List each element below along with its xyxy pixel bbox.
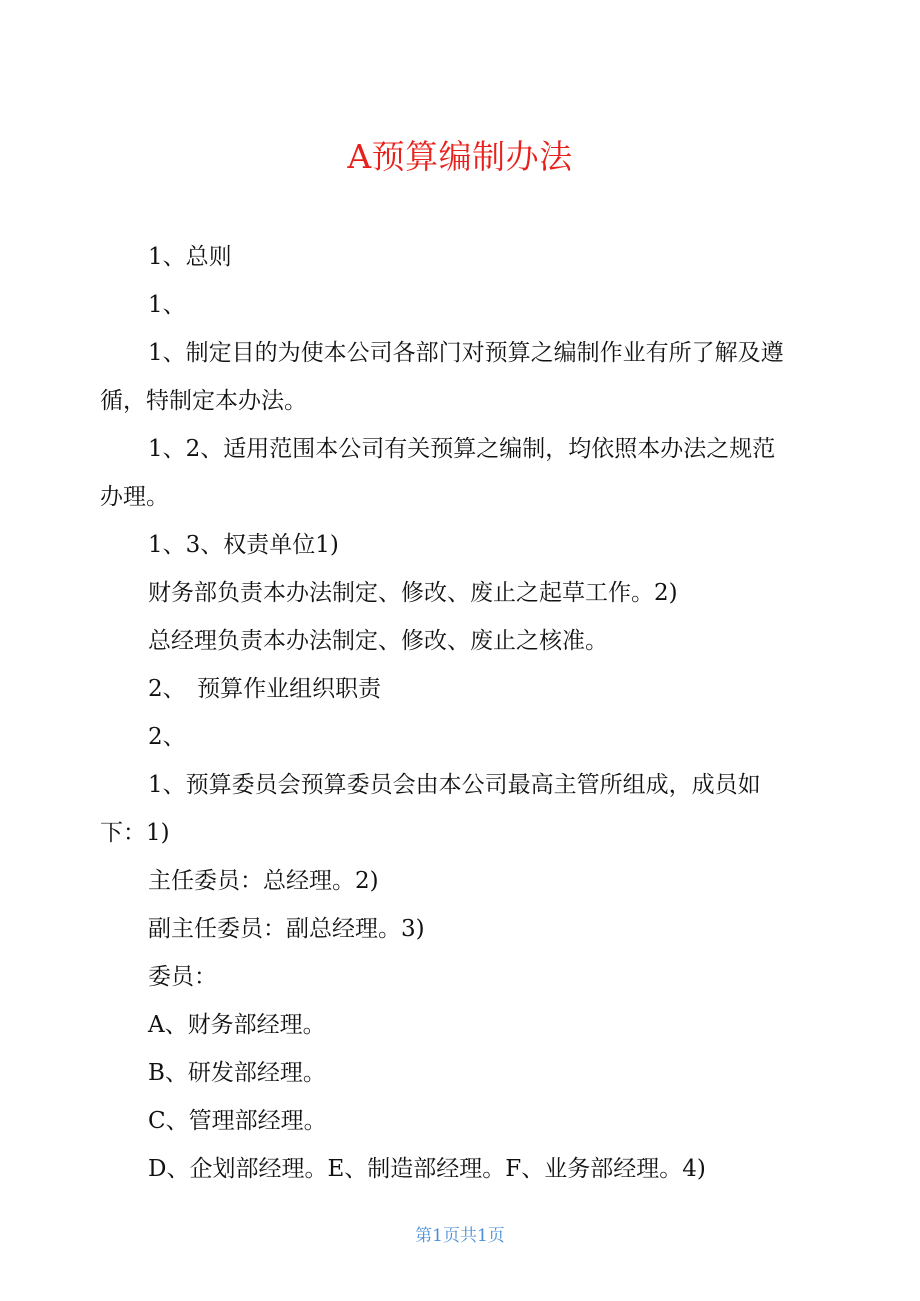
paragraph-vice-chairman: 副主任委员：副总经理。3): [148, 916, 425, 942]
page-footer: 第1页共1页: [415, 1226, 505, 1246]
paragraph-finance-dept: 财务部负责本办法制定、修改、废止之起草工作。2): [148, 580, 678, 606]
paragraph-purpose: 1、制定目的为使本公司各部门对预算之编制作业有所了解及遵循，特制定本办法。: [100, 340, 784, 414]
paragraph-number: 1、: [148, 292, 186, 318]
paragraph-responsibility: 1、3、权责单位1): [148, 532, 339, 558]
paragraph-members: 委员：: [148, 964, 217, 990]
list-item: B、研发部经理。: [148, 1060, 326, 1086]
paragraph-chairman: 主任委员：总经理。2): [148, 868, 379, 894]
paragraph-number: 2、: [148, 724, 186, 750]
paragraph-general-manager: 总经理负责本办法制定、修改、废止之核准。: [148, 628, 608, 654]
list-item: A、财务部经理。: [148, 1012, 326, 1038]
paragraph-committee: 1、预算委员会预算委员会由本公司最高主管所组成，成员如下：1): [100, 772, 761, 846]
paragraph-scope: 1、2、适用范围本公司有关预算之编制，均依照本办法之规范办理。: [100, 436, 776, 510]
section-heading-organization: 2、 预算作业组织职责: [148, 676, 382, 702]
list-item: C、管理部经理。: [148, 1108, 327, 1134]
document-body: [100, 233, 790, 1193]
document-title: A预算编制办法: [347, 137, 573, 176]
section-heading-general: 1、总则: [148, 244, 232, 270]
list-item: D、企划部经理。E、制造部经理。F、业务部经理。4): [148, 1156, 706, 1182]
